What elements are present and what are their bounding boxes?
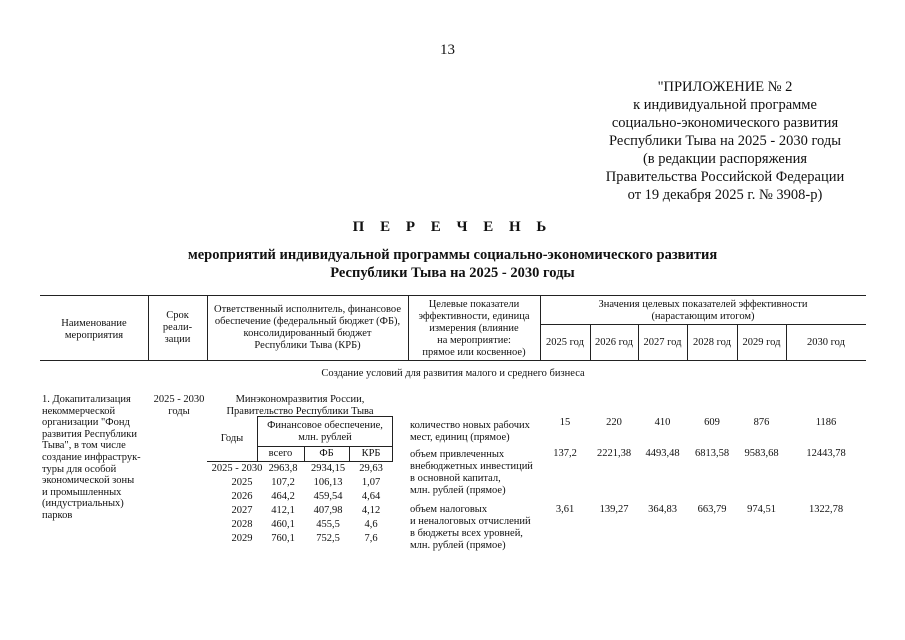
appendix-block — [560, 78, 890, 204]
finance-row: 2025 107,2 106,13 1,07 — [231, 477, 381, 488]
finance-col-fb: ФБ — [319, 448, 334, 459]
header-term: Срок реали- зации — [162, 310, 193, 345]
indicator-value: 3,61 — [555, 504, 575, 515]
subtitle-line: мероприятий индивидуальной программы социально-экономического развития — [187, 247, 718, 263]
indicator-investments-label: объем привлеченных внебюджетных инвестиций в основной капитал, млн. рублей (прямое) — [410, 449, 533, 496]
subtitle-line: Республики Тыва на 2025 - 2030 годы — [330, 265, 575, 281]
indicator-value: 364,83 — [648, 504, 677, 515]
indicator-value: 609 — [704, 417, 720, 428]
appendix-line: социально-экономического развития — [611, 115, 839, 131]
finance-row: 2028 460,1 455,5 4,6 — [231, 519, 378, 530]
finance-col-years: Годы — [220, 433, 244, 444]
indicator-value: 974,51 — [747, 504, 776, 515]
indicator-value: 137,2 — [553, 448, 577, 459]
header-year-2025: 2025 год — [546, 337, 584, 348]
document-subtitle — [0, 246, 905, 282]
measure-name: 1. Докапитализация некоммерческой организации "Фонд развития Республики Тыва", в том числе создание инфраструк- туры для особой экономической зоны и промышленных (индустриальных) парков — [42, 394, 141, 521]
indicator-value: 9583,68 — [744, 448, 779, 459]
indicator-value: 4493,48 — [645, 448, 680, 459]
indicator-value: 2221,38 — [596, 448, 632, 459]
appendix-line: (в редакции распоряжения — [642, 151, 808, 167]
indicator-value: 220 — [606, 417, 622, 428]
appendix-line: Правительства Российской Федерации — [605, 169, 845, 185]
indicator-value: 663,79 — [697, 504, 727, 515]
appendix-line: Республики Тыва на 2025 - 2030 годы — [608, 133, 842, 149]
header-year-2029: 2029 год — [742, 337, 781, 348]
finance-col-krb: КРБ — [361, 448, 381, 459]
header-year-2028: 2028 год — [693, 337, 731, 348]
indicator-value: 410 — [654, 417, 671, 428]
indicator-taxes-label: объем налоговых и неналоговых отчислений в бюджеты всех уровней, млн. рублей (прямое) — [410, 504, 531, 551]
indicator-value: 12443,78 — [806, 448, 846, 459]
finance-col-total: всего — [268, 448, 293, 459]
finance-group-label: Финансовое обеспечение, млн. рублей — [267, 420, 383, 443]
indicator-jobs-label: количество новых рабочих мест, единиц (прямое) — [410, 420, 530, 443]
page-number: 13 — [440, 42, 455, 58]
header-year-2030: 2030 год — [807, 337, 845, 348]
header-values-group: Значения целевых показателей эффективности (нарастающим итогом) — [598, 299, 808, 322]
finance-row: 2026 464,2 459,54 4,64 — [231, 491, 381, 502]
finance-row: 2027 412,1 407,98 4,12 — [231, 505, 381, 516]
appendix-line: "ПРИЛОЖЕНИЕ № 2 — [657, 79, 793, 95]
measure-executor: Минэкономразвития России, Правительство Республики Тыва — [226, 394, 374, 417]
header-year-2027: 2027 год — [643, 337, 682, 348]
appendix-line: от 19 декабря 2025 г. № 3908-р) — [627, 187, 823, 203]
header-executor: Ответственный исполнитель, финансовое обеспечение (федеральный бюджет (ФБ), консолидированный бюджет Республики Тыва (КРБ) — [214, 304, 401, 351]
indicator-value: 876 — [753, 417, 770, 428]
indicator-value: 15 — [559, 417, 571, 428]
table-header — [40, 295, 866, 361]
header-name: Наименование мероприятия — [61, 318, 127, 341]
header-indicators: Целевые показатели эффективности, единица измерения (влияние на мероприятие: прямое или косвенное) — [418, 299, 530, 358]
measure-term: 2025 - 2030 годы — [153, 394, 205, 417]
header-year-2026: 2026 год — [595, 337, 633, 348]
indicator-value: 1322,78 — [808, 504, 844, 515]
document-title: П Е Р Е Ч Е Н Ь — [352, 219, 553, 235]
appendix-line: к индивидуальной программе — [633, 97, 817, 113]
indicator-value: 6813,58 — [694, 448, 730, 459]
finance-row: 2025 - 2030 2963,8 2934,15 29,63 — [211, 463, 383, 474]
indicator-value: 1186 — [815, 417, 837, 428]
section-title: Создание условий для развития малого и среднего бизнеса — [321, 368, 585, 379]
finance-row: 2029 760,1 752,5 7,6 — [231, 533, 378, 544]
indicator-value: 139,27 — [599, 504, 629, 515]
